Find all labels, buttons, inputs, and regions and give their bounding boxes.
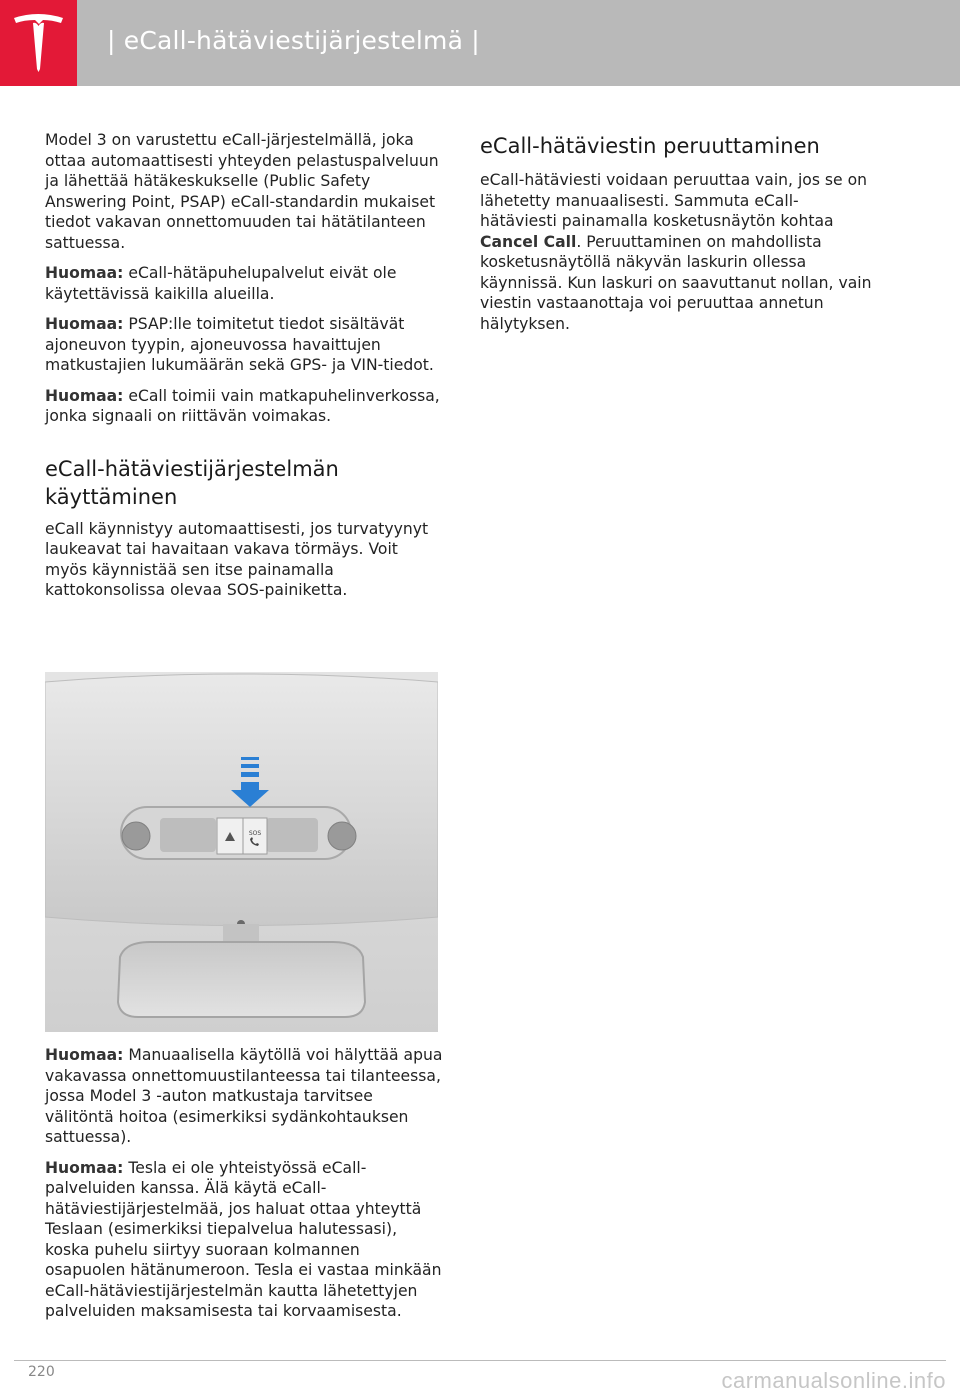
note-text: PSAP:lle toimitetut tiedot sisältävät ajoneuvon tyypin, ajoneuvossa havaittujen matkustajien lukumäärän sekä GPS- ja VIN-tiedot. <box>45 315 434 374</box>
right-column <box>480 130 875 344</box>
note-label: Huomaa: <box>45 264 124 282</box>
note-text: Manuaalisella käytöllä voi hälyttää apua vakavassa onnettomuustilanteessa tai tilanteessa, jossa Model 3 -auton matkustaja tarvitsee välitöntä hoitoa (esimerkiksi sydänkohtauksen sattuessa). <box>45 1046 443 1146</box>
page-number: 220 <box>28 1364 55 1380</box>
note-text: Tesla ei ole yhteistyössä eCall-palveluiden kanssa. Älä käytä eCall-hätäviestijärjestelmää, jos haluat ottaa yhteyttä Teslaan (esimerkiksi tiepalvelua halutessasi), koska puhelu siirtyy suoraan kolmannen osapuolen hätänumeroon. Tesla ei vastaa minkään eCall-hätäviestijärjestelmän kautta lähetettyjen palveluiden maksamisesta tai korvaamisesta. <box>45 1158 442 1320</box>
cancel-text-after: . Peruuttaminen on mahdollista kosketusnäytöllä näkyvän laskurin ollessa käynnissä. Kun laskuri on saavuttanut nollan, vain viestin vastaanottaja voi peruuttaa annetun hälytyksen. <box>480 232 872 333</box>
footer-divider <box>14 1360 946 1361</box>
section-heading: eCall-hätäviestin peruuttaminen <box>480 134 820 158</box>
page-header <box>0 0 960 86</box>
note-text: eCall toimii vain matkapuhelinverkossa, jonka signaali on riittävän voimakas. <box>45 386 440 425</box>
note-label: Huomaa: <box>45 386 124 405</box>
sos-label: SOS <box>248 830 262 837</box>
header-title: | eCall-hätäviestijärjestelmä | <box>107 26 480 55</box>
note-paragraph <box>45 1158 443 1322</box>
note-label: Huomaa: <box>45 315 124 333</box>
note-paragraph <box>45 386 443 427</box>
bottom-notes <box>45 1045 443 1332</box>
left-column <box>45 130 443 611</box>
note-paragraph <box>45 1045 443 1148</box>
tesla-logo <box>0 0 77 86</box>
cancel-text-before: eCall-hätäviesti voidaan peruuttaa vain, jos se on lähetetty manuaalisesti. Sammuta eCall-hätäviesti painamalla kosketusnäytön kohtaa <box>480 171 868 230</box>
note-paragraph <box>45 263 443 304</box>
note-label: Huomaa: <box>45 1046 124 1064</box>
cancel-call-label: Cancel Call <box>480 232 577 251</box>
note-text: eCall-hätäpuhelupalvelut eivät ole käytettävissä kaikilla alueilla. <box>45 264 397 303</box>
note-paragraph <box>45 314 443 376</box>
section-heading: eCall-hätäviestijärjestelmän käyttäminen <box>45 456 339 509</box>
cancel-paragraph <box>480 170 875 334</box>
intro-paragraph: Model 3 on varustettu eCall-järjestelmällä, joka ottaa automaattisesti yhteyden pelastuspalveluun ja lähettää hätäkeskukselle (Public Safety Answering Point, PSAP) eCall-standardin mukaiset tiedot vakavan onnettomuuden tai hätätilanteen sattuessa. <box>45 131 439 252</box>
section-paragraph: eCall käynnistyy automaattisesti, jos turvatyynyt laukeavat tai havaitaan vakava törmäys. Voit myös käynnistää sen itse painamalla kattokonsolissa olevaa SOS-painiketta. <box>45 519 429 599</box>
overhead-console-photo <box>45 672 438 1032</box>
watermark: carmanualsonline.info <box>721 1368 946 1393</box>
note-label: Huomaa: <box>45 1158 124 1177</box>
tesla-t-icon <box>12 12 65 72</box>
